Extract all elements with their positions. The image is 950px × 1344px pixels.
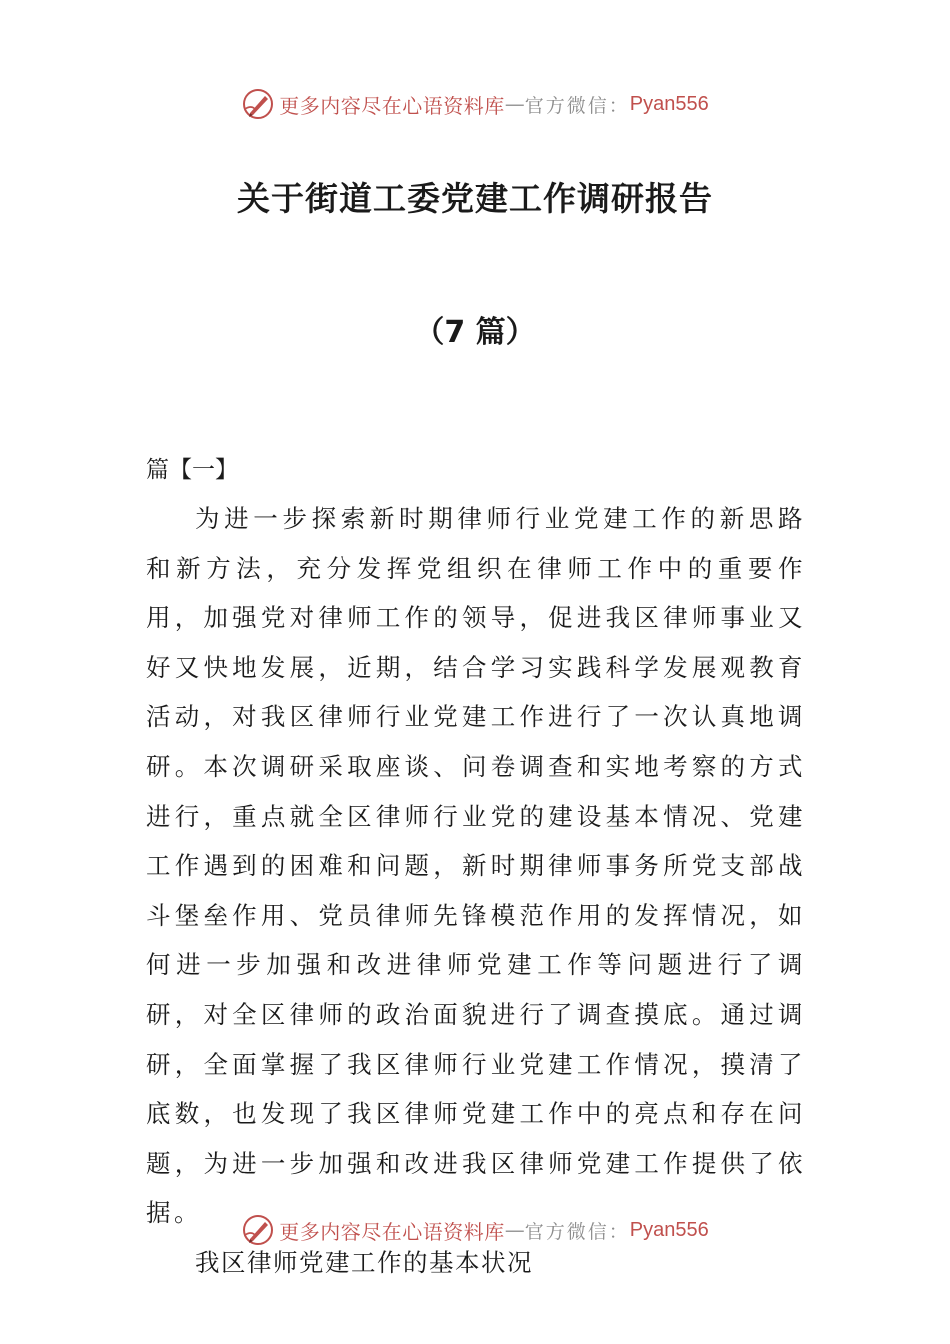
banner-red-text: 更多内容尽在心语资料库 (279, 1219, 505, 1244)
body-subheading: 我区律师党建工作的基本状况 (195, 1247, 533, 1277)
document-title: 关于街道工委党建工作调研报告 (237, 179, 713, 218)
banner-gray-text: 官方微信： (524, 94, 630, 117)
header-banner (0, 84, 950, 124)
footer-banner (0, 1210, 950, 1250)
section-label: 篇【一】 (146, 457, 238, 483)
document-subtitle: （7 篇） (414, 315, 536, 350)
document-body (146, 494, 806, 1288)
pen-logo-icon (241, 87, 275, 121)
banner-wechat-id: Pyan556 (629, 92, 709, 115)
banner-dash: — (504, 1218, 525, 1242)
banner-red-text: 更多内容尽在心语资料库 (279, 93, 505, 118)
banner-wechat-id: Pyan556 (629, 1218, 709, 1241)
banner-gray-text: 官方微信： (524, 1220, 630, 1243)
pen-logo-icon (241, 1213, 275, 1247)
banner-dash: — (504, 92, 525, 116)
body-paragraph: 为进一步探索新时期律师行业党建工作的新思路和新方法，充分发挥党组织在律师工作中的重要作用，加强党对律师工作的领导，促进我区律师事业又好又快地发展，近期，结合学习实践科学发展观教育活动，对我区律师行业党建工作进行了一次认真地调研。本次调研采取座谈、问卷调查和实地考察的方式进行，重点就全区律师行业党的建设基本情况、党建工作遇到的困难和问题，新时期律师事务所党支部战斗堡垒作用、党员律师先锋模范作用的发挥情况，如何进一步加强和改进律师党建工作等问题进行了调研，对全区律师的政治面貌进行了调查摸底。通过调研，全面掌握了我区律师行业党建工作情况，摸清了底数，也发现了我区律师党建工作中的亮点和存在问题，为进一步加强和改进我区律师党建工作提供了依据。 (146, 504, 806, 1228)
